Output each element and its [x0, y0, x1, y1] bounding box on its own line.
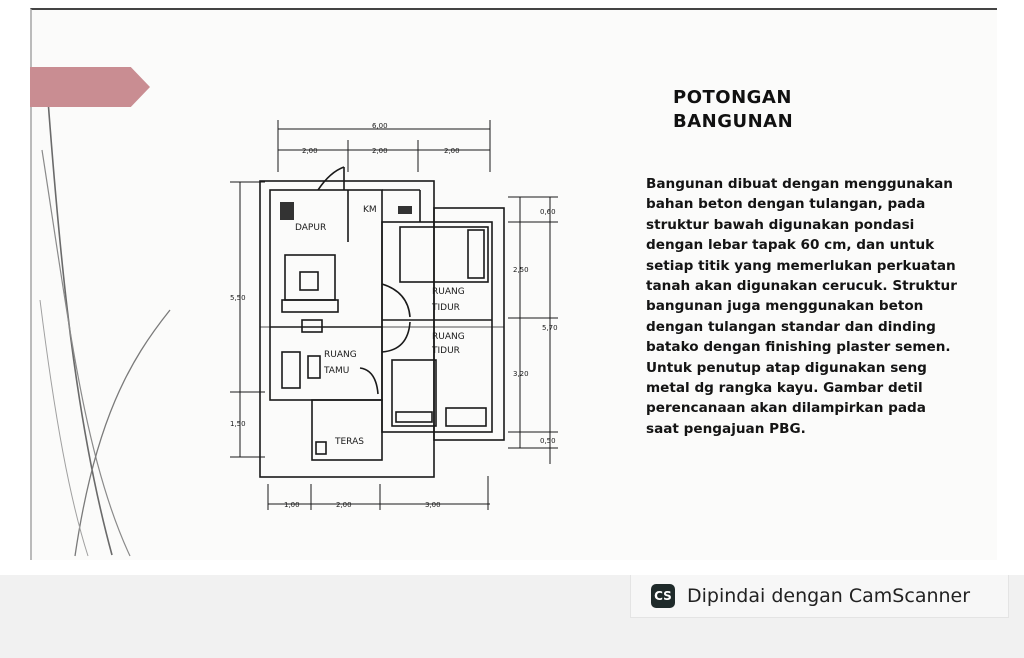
title-line: BANGUNAN	[673, 111, 794, 132]
description-paragraph	[646, 174, 991, 439]
description-line: struktur bawah digunakan pondasi	[646, 216, 915, 233]
camscanner-watermark	[630, 575, 1009, 618]
room-label-km: KM	[363, 205, 377, 215]
description-line: tanah akan digunakan cerucuk. Struktur	[646, 278, 957, 295]
floor-plan-drawing	[220, 112, 580, 522]
description-line: bahan beton dengan tulangan, pada	[646, 196, 926, 213]
dim-bottom-2: 2,00	[336, 501, 352, 509]
title-line: POTONGAN	[673, 87, 792, 108]
room-label-ruang-tidur-1-sub: TIDUR	[432, 303, 460, 313]
dim-top-1: 2,00	[302, 147, 318, 155]
description-line: perencanaan akan dilampirkan pada	[646, 400, 926, 417]
accent-arrow-tab	[30, 67, 150, 107]
room-label-dapur: DAPUR	[295, 223, 327, 233]
description-line: Bangunan dibuat dengan menggunakan	[646, 176, 953, 192]
dim-bottom-3: 3,00	[425, 501, 441, 509]
room-label-ruang-tamu-sub: TAMU	[324, 366, 350, 376]
description-line: bangunan juga menggunakan beton	[646, 298, 924, 315]
description-line: metal dg rangka kayu. Gambar detil	[646, 380, 923, 397]
description-line: setiap titik yang memerlukan perkuatan	[646, 257, 956, 274]
dim-top-2: 2,00	[372, 147, 388, 155]
dim-top-total: 6,00	[372, 122, 388, 130]
dim-left-main: 5,50	[230, 294, 246, 302]
dim-right-total: 5,70	[542, 324, 558, 332]
dim-left-teras: 1,50	[230, 420, 246, 428]
room-label-ruang-tidur-2-sub: TIDUR	[432, 346, 460, 356]
camscanner-logo-icon: CS	[651, 584, 675, 608]
dim-right-2: 2,50	[513, 266, 529, 274]
dim-right-4: 0,50	[540, 437, 556, 445]
description-line: dengan lebar tapak 60 cm, dan untuk	[646, 237, 935, 254]
dim-right-1: 0,60	[540, 208, 556, 216]
slide-title	[673, 86, 793, 134]
dim-bottom-1: 1,00	[284, 501, 300, 509]
description-line: saat pengajuan PBG.	[646, 420, 806, 437]
room-label-ruang-tamu: RUANG	[324, 350, 357, 360]
dim-right-3: 3,20	[513, 370, 529, 378]
description-line: Untuk penutup atap digunakan seng	[646, 359, 927, 376]
room-label-ruang-tidur-2: RUANG	[432, 332, 465, 342]
room-label-ruang-tidur-1: RUANG	[432, 287, 465, 297]
watermark-text: Dipindai dengan CamScanner	[687, 585, 971, 607]
description-line: batako dengan finishing plaster semen.	[646, 339, 951, 356]
room-label-teras: TERAS	[335, 437, 364, 447]
description-line: dengan tulangan standar dan dinding	[646, 318, 936, 335]
dim-top-3: 2,00	[444, 147, 460, 155]
